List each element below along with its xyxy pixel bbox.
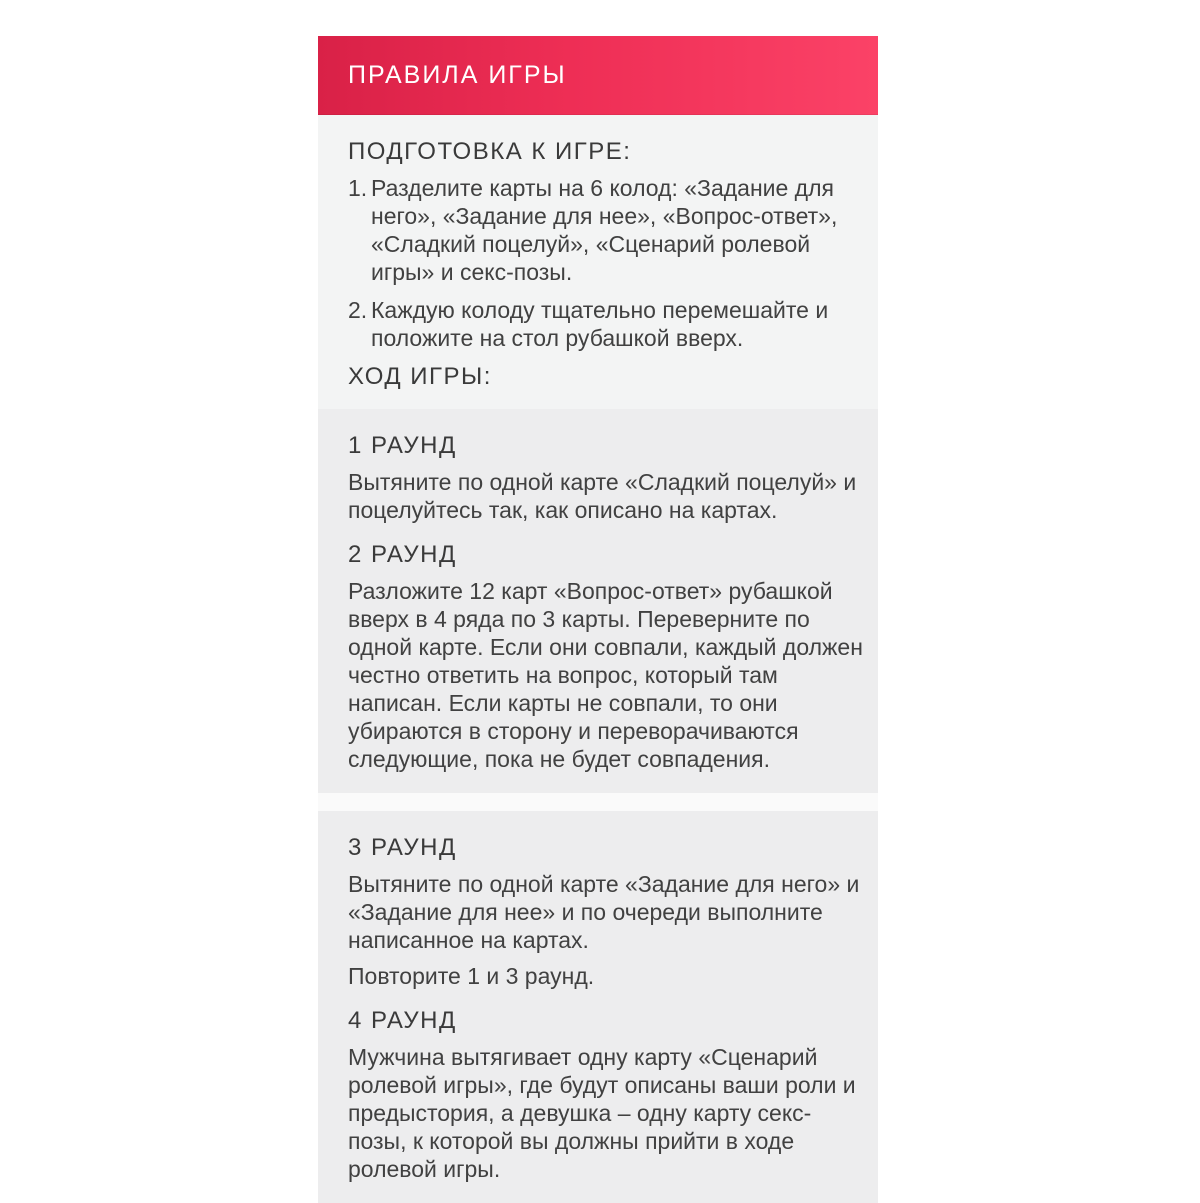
list-item — [348, 296, 864, 352]
round-paragraph: Мужчина вытягивает одну карту «Сценарий ролевой игры», где будут описаны ваши роли и предыстория, а девушка – одну карту секс-позы, к которой вы должны прийти в ходе ролевой игры. — [348, 1044, 856, 1182]
game-flow-heading: ХОД ИГРЫ: — [348, 363, 492, 390]
section-divider-gap — [318, 793, 878, 811]
rounds-section-1 — [318, 409, 878, 793]
round-heading: 2 РАУНД — [348, 541, 457, 568]
rounds-section-2 — [318, 811, 878, 1203]
round-heading: 1 РАУНД — [348, 432, 457, 459]
round-3 — [348, 835, 864, 990]
round-note: Повторите 1 и 3 раунд. — [348, 963, 595, 989]
round-2 — [348, 542, 864, 773]
rules-card — [318, 36, 878, 1203]
round-heading: 3 РАУНД — [348, 834, 457, 861]
preparation-heading: ПОДГОТОВКА К ИГРЕ: — [348, 138, 632, 165]
item-number: 1. — [348, 175, 368, 201]
item-number: 2. — [348, 297, 368, 323]
preparation-section — [318, 115, 878, 409]
round-heading: 4 РАУНД — [348, 1007, 457, 1034]
round-paragraph: Вытяните по одной карте «Сладкий поцелуй» и поцелуйтесь так, как описано на картах. — [348, 469, 857, 523]
round-paragraph: Разложите 12 карт «Вопрос-ответ» рубашкой вверх в 4 ряда по 3 карты. Переверните по одной карте. Если они совпали, каждый должен честно ответить на вопрос, который там написан. Если карты не совпали, то они убираются в сторону и переворачиваются следующие, пока не будет совпадения. — [348, 578, 863, 772]
round-4 — [348, 1008, 864, 1183]
round-1 — [348, 433, 864, 524]
round-paragraph: Вытяните по одной карте «Задание для него» и «Задание для нее» и по очереди выполните написанное на картах. — [348, 871, 860, 953]
list-item — [348, 174, 864, 286]
item-text: Разделите карты на 6 колод: «Задание для него», «Задание для нее», «Вопрос-ответ», «Сладкий поцелуй», «Сценарий ролевой игры» и секс-позы. — [371, 175, 838, 285]
rules-header-bar — [318, 36, 878, 115]
item-text: Каждую колоду тщательно перемешайте и положите на стол рубашкой вверх. — [371, 297, 829, 351]
rules-title: ПРАВИЛА ИГРЫ — [348, 60, 567, 89]
